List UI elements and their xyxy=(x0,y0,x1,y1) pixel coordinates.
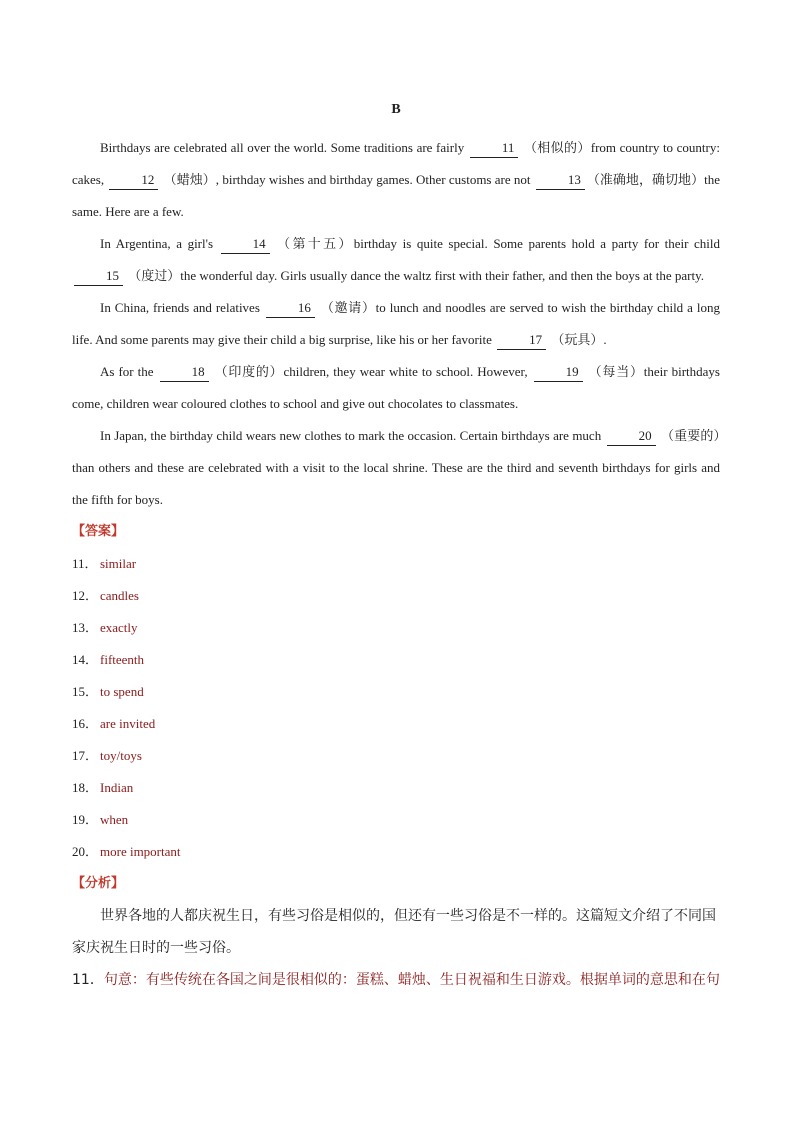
section-title: B xyxy=(391,102,401,117)
passage-paragraph-1: Birthdays are celebrated all over the world. Some traditions are fairly 11 （相似的）from country to country: cakes, 12 （蜡烛）, birthday wishes and birthday games. Other customs are not 13 （准确地，确切地）the same. Here are a few. xyxy=(72,140,720,219)
answer-heading: 【答案】 xyxy=(72,524,125,539)
answer-item: 15． to spend xyxy=(72,684,144,699)
blank-13: 13 xyxy=(536,171,585,190)
blank-17: 17 xyxy=(497,331,546,350)
blank-12: 12 xyxy=(109,171,158,190)
blank-16: 16 xyxy=(266,299,315,318)
answer-item: 19． when xyxy=(72,812,129,827)
blank-18: 18 xyxy=(160,363,209,382)
answer-item: 12． candles xyxy=(72,588,139,603)
passage-paragraph-3: In China, friends and relatives 16 （邀请）to lunch and noodles are served to wish the birthday child a long life. And some parents may give their child a big surprise, like his or her favorite 17 （玩具）. xyxy=(72,292,720,356)
passage-paragraph-2: In Argentina, a girl's 14 （第十五）birthday is quite special. Some parents hold a party for their child 15 （度过）the wonderful day. Girls usually dance the waltz first with their father, and then the boys at the party. xyxy=(72,228,720,292)
answer-list xyxy=(72,548,720,868)
blank-11: 11 xyxy=(470,139,519,158)
answer-item: 17． toy/toys xyxy=(72,748,142,763)
answer-item: 16． are invited xyxy=(72,716,156,731)
blank-14: 14 xyxy=(221,235,270,254)
blank-15: 15 xyxy=(74,267,123,286)
passage-paragraph-5: In Japan, the birthday child wears new clothes to mark the occasion. Certain birthdays are much 20 （重要的）than others and these are celebrated with a visit to the local shrine. These are the third and seventh birthdays for girls and the fifth for boys. xyxy=(72,428,720,507)
answer-item: 18． Indian xyxy=(72,780,134,795)
answer-item: 20． more important xyxy=(72,844,181,859)
analysis-heading: 【分析】 xyxy=(72,876,125,891)
blank-20: 20 xyxy=(607,427,656,446)
answer-item: 14． fifteenth xyxy=(72,652,145,667)
answer-item: 11． similar xyxy=(72,556,137,571)
blank-19: 19 xyxy=(534,363,583,382)
answer-item: 13． exactly xyxy=(72,620,138,635)
analysis-item-11: 11．句意：有些传统在各国之间是很相似的：蛋糕、蜡烛、生日祝福和生日游戏。根据单词的意思和在句 xyxy=(72,972,720,988)
document-page xyxy=(72,100,720,996)
passage-paragraph-4: As for the 18 （印度的）children, they wear white to school. However, 19 （每当）their birthdays come, children wear coloured clothes to school and give out chocolates to classmates. xyxy=(72,364,720,411)
analysis-summary: 世界各地的人都庆祝生日，有些习俗是相似的，但还有一些习俗是不一样的。这篇短文介绍了不同国家庆祝生日时的一些习俗。 xyxy=(72,908,716,956)
